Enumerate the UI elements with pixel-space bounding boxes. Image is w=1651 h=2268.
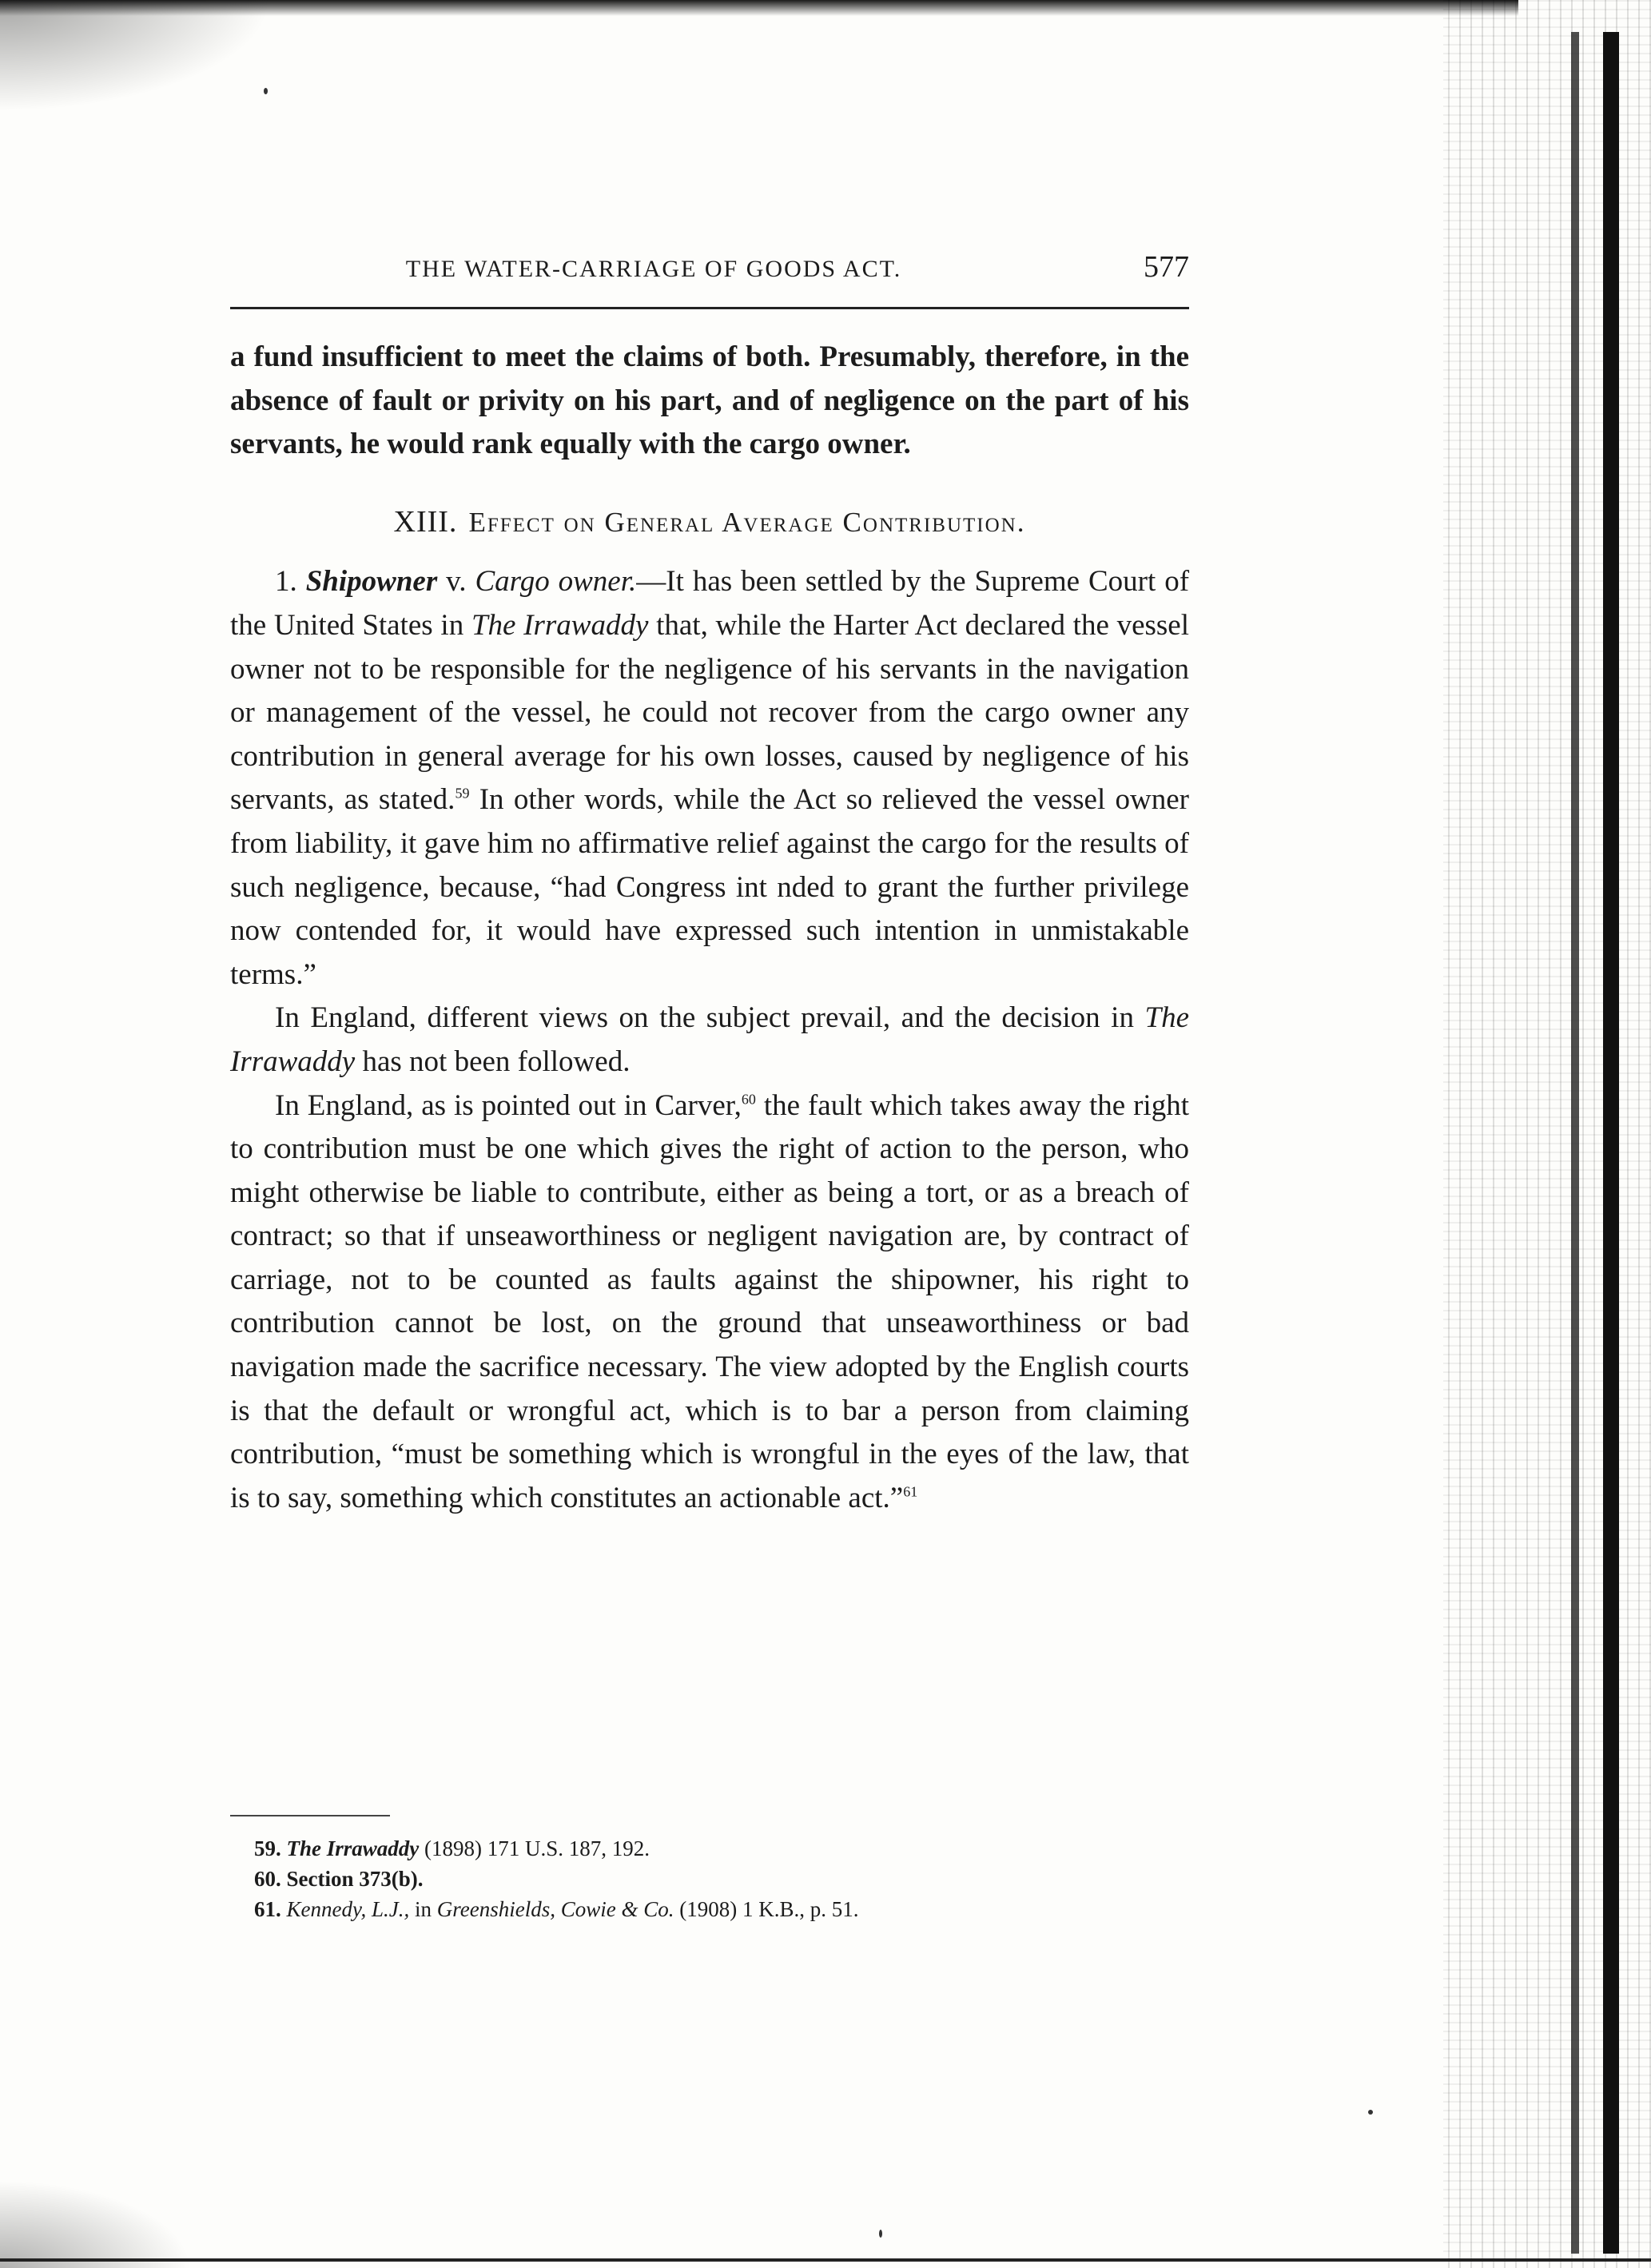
paragraph-text: has not been followed. <box>362 1044 631 1078</box>
footnote-61 <box>254 1894 1181 1924</box>
subsection-number: 1. <box>275 565 297 599</box>
scan-shadow-top-left <box>0 0 272 112</box>
case-name: The Irrawaddy <box>230 1001 1190 1078</box>
section-number: XIII. <box>393 504 458 539</box>
page-header <box>230 250 1189 300</box>
footnote-number: 60. <box>254 1867 281 1891</box>
header-rule <box>230 307 1189 309</box>
subsection-heading-part-a: Shipowner <box>305 565 438 599</box>
page-number: 577 <box>1144 250 1189 284</box>
subsection-heading-part-b: Cargo owner. <box>475 565 637 599</box>
footnote-case: Greenshields, Cowie & Co. <box>436 1897 674 1921</box>
paragraph-england-views <box>230 997 1189 1084</box>
scan-speck <box>1368 2110 1373 2115</box>
footnote-rule <box>230 1815 390 1816</box>
paragraph-text: that, while the Harter Act declared the vessel owner not to be responsible for the negligence of his servants in the navigation or management of the vessel, he could not recover from the cargo owner any contribution in general average for his own losses, caused by negligence of his servants, as stated. <box>230 608 1190 817</box>
footnote-number: 59. <box>254 1836 281 1860</box>
scan-shadow-bottom-left <box>0 2180 192 2268</box>
footnote-number: 61. <box>254 1897 281 1921</box>
paragraph-shipowner-v-cargo-owner <box>230 560 1189 997</box>
section-title: Effect on General Average Contribution. <box>468 506 1026 538</box>
footnote-citation: (1908) 1 K.B., p. 51. <box>679 1897 859 1921</box>
paragraph-continued: a fund insufficient to meet the claims of both. Presumably, therefore, in the absence of fault or privity on his part, and of negligence on the part of his servants, he would rank equally with the cargo owner. <box>230 340 1189 461</box>
scan-page-edges-right <box>1443 0 1651 2268</box>
footnote-reference: 61 <box>903 1483 918 1500</box>
paragraph-england-carver <box>230 1084 1189 1521</box>
footnote-case: The Irrawaddy <box>286 1836 420 1860</box>
subsection-heading-v: v. <box>446 565 467 599</box>
scan-binding-line <box>1603 32 1619 2254</box>
scan-binding-line-inner <box>1571 32 1579 2254</box>
footnote-reference: 59 <box>455 786 470 802</box>
footnote-citation: Section 373(b). <box>286 1867 424 1891</box>
scan-bottom-edge <box>0 2258 1651 2262</box>
running-title: THE WATER-CARRIAGE OF GOODS ACT. <box>405 256 902 282</box>
scan-speck <box>264 88 268 94</box>
paragraph-text: the fault which takes away the right to contribution must be one which gives the right of action to the person, who might otherwise be liable to contribute, either as being a tort, or as a breach of contract; so that if unseaworthiness or negligent navigation are, by contract of carriage, not to be counted as faults against the shipowner, his right to contribution cannot be lost, on the ground that unseaworthiness or bad navigation made the sacrifice necessary. The view adopted by the English courts is that the default or wrongful act, which is to bar a person from claiming contribution, “must be something which is wrongful in the eyes of the law, that is to say, something which constitutes an actionable act.” <box>230 1088 1189 1514</box>
section-heading <box>230 500 1189 545</box>
paragraph-text: In England, as is pointed out in Carver, <box>275 1088 742 1122</box>
footnote-connector: in <box>414 1897 432 1921</box>
page-body <box>230 336 1189 1520</box>
footnote-reference: 60 <box>741 1091 756 1108</box>
footnotes <box>254 1833 1181 1924</box>
paragraph-text: In England, different views on the subject prevail, and the decision in <box>275 1001 1134 1035</box>
scan-top-edge <box>0 0 1518 16</box>
footnote-59 <box>254 1833 1181 1864</box>
paragraph-text: —It has been settled by the Supreme Court of the United States in <box>230 565 1190 642</box>
footnote-judge: Kennedy, L.J., <box>286 1897 410 1921</box>
footnote-60 <box>254 1864 1181 1894</box>
paragraph-text: In other words, while the Act so relieved the vessel owner from liability, it gave him no affirmative relief against the cargo for the results of such negligence, because, “had Congress int nded to grant the further privilege now contended for, it would have expressed such intention in unmistakable terms.” <box>230 783 1189 991</box>
case-name: The Irrawaddy <box>471 608 649 642</box>
footnote-citation: (1898) 171 U.S. 187, 192. <box>424 1836 650 1860</box>
scan-speck <box>879 2230 882 2238</box>
